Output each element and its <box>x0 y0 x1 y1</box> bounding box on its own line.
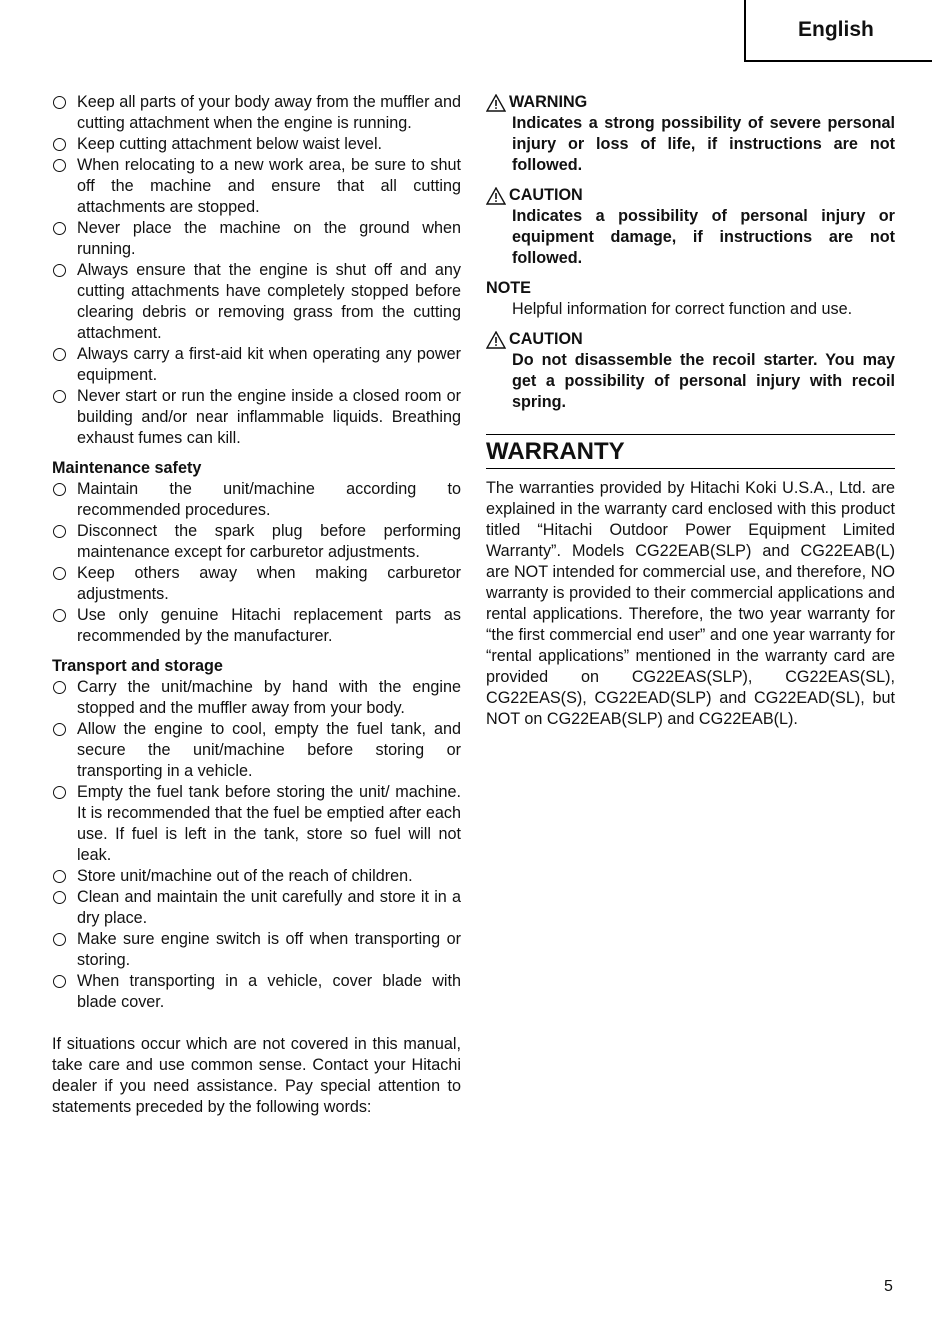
list-item: When relocating to a new work area, be sure to shut off the machine and ensure that all cutting attachments are stopped. <box>52 155 461 218</box>
circle-bullet-icon <box>52 344 77 365</box>
circle-bullet-icon <box>52 260 77 281</box>
list-item: When transporting in a vehicle, cover blade with blade cover. <box>52 971 461 1013</box>
right-column <box>486 92 895 730</box>
closing-paragraph: If situations occur which are not covered in this manual, take care and use common sense. Contact your Hitachi dealer if you need assistance. Pay special attention to statements preceded by the following words: <box>52 1035 461 1116</box>
circle-bullet-icon <box>52 719 77 740</box>
warning-label-row <box>486 92 895 113</box>
warranty-top-rule <box>486 434 895 435</box>
left-column <box>52 92 461 1118</box>
warranty-text: The warranties provided by Hitachi Koki U.S.A., Ltd. are explained in the warranty card enclosed with this product titled “Hitachi Outdoor Power Equipment Limited Warranty”. Models CG22EAB(SLP) and CG22EAB(L) are NOT intended for commercial use, and therefore, NO warranty is provided to their commercial applications and rental applications. Therefore, the two year warranty for “the first commercial end user” and one year warranty for “rental applications” mentioned in the warranty card are provided on CG22EAS(SLP), CG22EAS(SL), CG22EAS(S), CG22EAD(SLP) and CG22EAD(SL), but NOT on CG22EAB(SLP) and CG22EAB(L). <box>486 479 895 728</box>
list-item: Carry the unit/machine by hand with the engine stopped and the muffler away from your body. <box>52 677 461 719</box>
caution-label-row <box>486 185 895 206</box>
list-item: Never place the machine on the ground when running. <box>52 218 461 260</box>
language-tab <box>744 0 932 62</box>
warning-label: WARNING <box>509 93 588 111</box>
note-label: NOTE <box>486 279 531 297</box>
caution-label: CAUTION <box>509 186 583 204</box>
circle-bullet-icon <box>52 866 77 887</box>
language-label: English <box>798 18 874 41</box>
caution-recoil-text: Do not disassemble the recoil starter. You may get a possibility of personal injury with recoil spring. <box>512 351 895 411</box>
note-text: Helpful information for correct function and use. <box>512 300 853 318</box>
circle-bullet-icon <box>52 386 77 407</box>
circle-bullet-icon <box>52 887 77 908</box>
circle-bullet-icon <box>52 563 77 584</box>
circle-bullet-icon <box>52 971 77 992</box>
list-item: Never start or run the engine inside a closed room or building and/or near inflammable liquids. Breathing exhaust fumes can kill. <box>52 386 461 449</box>
caution-recoil-label: CAUTION <box>509 330 583 348</box>
circle-bullet-icon <box>52 929 77 950</box>
caution-text: Indicates a possibility of personal injury or equipment damage, if instructions are not followed. <box>512 207 895 267</box>
circle-bullet-icon <box>52 218 77 239</box>
warning-text: Indicates a strong possibility of severe personal injury or loss of life, if instructions are not followed. <box>512 114 895 174</box>
caution-triangle-icon <box>486 331 506 349</box>
list-item: Clean and maintain the unit carefully and store it in a dry place. <box>52 887 461 929</box>
circle-bullet-icon <box>52 155 77 176</box>
circle-bullet-icon <box>52 782 77 803</box>
maintenance-heading: Maintenance safety <box>52 459 202 477</box>
list-item: Empty the fuel tank before storing the unit/ machine. It is recommended that the fuel be emptied after each use. If fuel is left in the tank, store so fuel will not leak. <box>52 782 461 866</box>
list-item: Always ensure that the engine is shut off and any cutting attachments have completely stopped before clearing debris or removing grass from the cutting attachment. <box>52 260 461 344</box>
transport-heading: Transport and storage <box>52 657 223 675</box>
list-item: Keep others away when making carburetor adjustments. <box>52 563 461 605</box>
maintenance-bullet-list <box>52 479 461 647</box>
transport-bullet-list <box>52 677 461 1013</box>
list-item: Keep cutting attachment below waist level. <box>52 134 461 155</box>
list-item: Allow the engine to cool, empty the fuel tank, and secure the unit/machine before storing or transporting in a vehicle. <box>52 719 461 782</box>
list-item: Store unit/machine out of the reach of children. <box>52 866 461 887</box>
circle-bullet-icon <box>52 134 77 155</box>
list-item: Keep all parts of your body away from the muffler and cutting attachment when the engine is running. <box>52 92 461 134</box>
circle-bullet-icon <box>52 521 77 542</box>
caution-recoil-label-row <box>486 329 895 350</box>
circle-bullet-icon <box>52 677 77 698</box>
list-item: Use only genuine Hitachi replacement parts as recommended by the manufacturer. <box>52 605 461 647</box>
list-item: Make sure engine switch is off when transporting or storing. <box>52 929 461 971</box>
circle-bullet-icon <box>52 92 77 113</box>
circle-bullet-icon <box>52 479 77 500</box>
warning-triangle-icon <box>486 94 506 112</box>
list-item: Maintain the unit/machine according to recommended procedures. <box>52 479 461 521</box>
circle-bullet-icon <box>52 605 77 626</box>
list-item: Always carry a first-aid kit when operating any power equipment. <box>52 344 461 386</box>
caution-triangle-icon <box>486 187 506 205</box>
warranty-title: WARRANTY <box>486 438 625 465</box>
safety-bullet-list <box>52 92 461 449</box>
page-number: 5 <box>884 1278 893 1295</box>
warranty-bottom-rule <box>486 468 895 469</box>
list-item: Disconnect the spark plug before performing maintenance except for carburetor adjustments. <box>52 521 461 563</box>
